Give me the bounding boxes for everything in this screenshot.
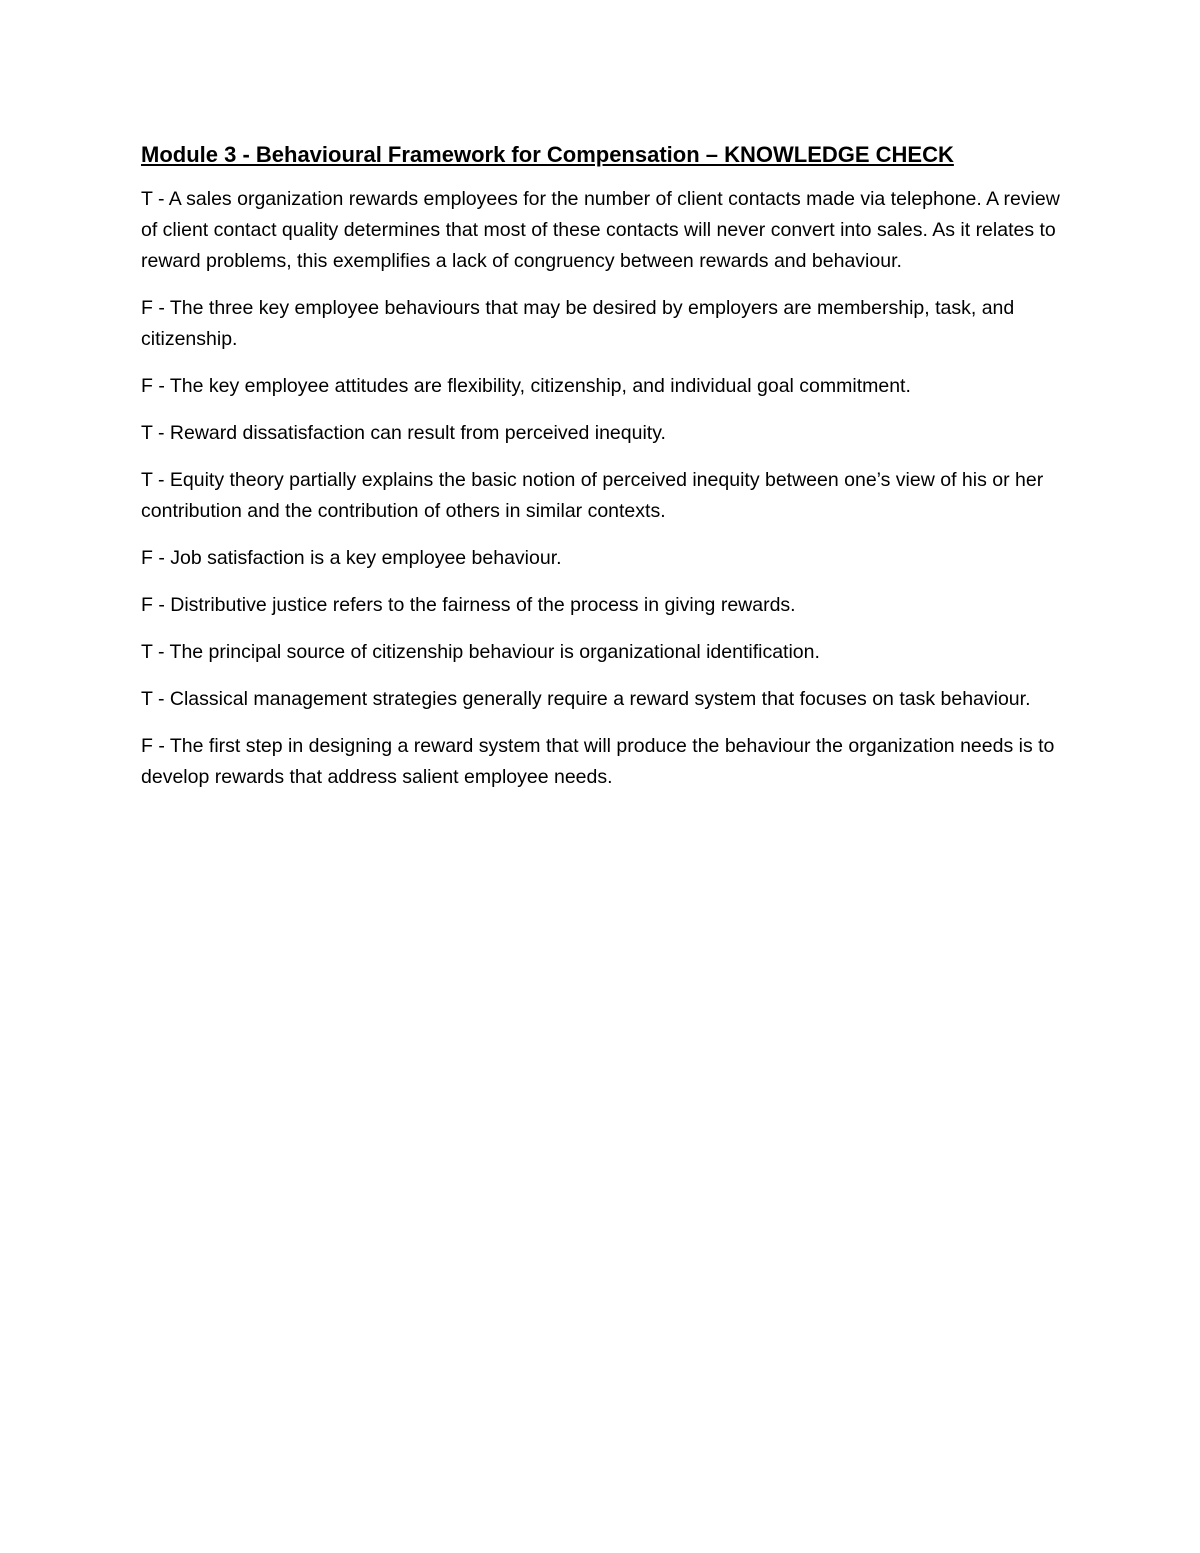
knowledge-check-item: F - The key employee attitudes are flexibility, citizenship, and individual goal commitment.	[141, 375, 911, 397]
knowledge-check-item: T - A sales organization rewards employees for the number of client contacts made via telephone. A review of client contact quality determines that most of these contacts will never convert into sales. As it relates to reward problems, this exemplifies a lack of congruency between rewards and behaviour.	[141, 188, 1060, 272]
knowledge-check-item: T - Classical management strategies generally require a reward system that focuses on task behaviour.	[141, 688, 1031, 710]
knowledge-check-item: T - Reward dissatisfaction can result from perceived inequity.	[141, 422, 666, 444]
document-title: Module 3 - Behavioural Framework for Compensation – KNOWLEDGE CHECK	[141, 142, 954, 167]
knowledge-check-item: F - Job satisfaction is a key employee behaviour.	[141, 547, 562, 569]
knowledge-check-item: T - The principal source of citizenship behaviour is organizational identification.	[141, 641, 820, 663]
knowledge-check-item: F - The three key employee behaviours that may be desired by employers are membership, task, and citizenship.	[141, 297, 1015, 350]
knowledge-check-item: T - Equity theory partially explains the basic notion of perceived inequity between one’s view of his or her contribution and the contribution of others in similar contexts.	[141, 469, 1044, 522]
knowledge-check-item: F - The first step in designing a reward system that will produce the behaviour the organization needs is to develop rewards that address salient employee needs.	[141, 735, 1055, 788]
knowledge-check-item: F - Distributive justice refers to the fairness of the process in giving rewards.	[141, 594, 796, 616]
document-page	[141, 140, 1061, 809]
